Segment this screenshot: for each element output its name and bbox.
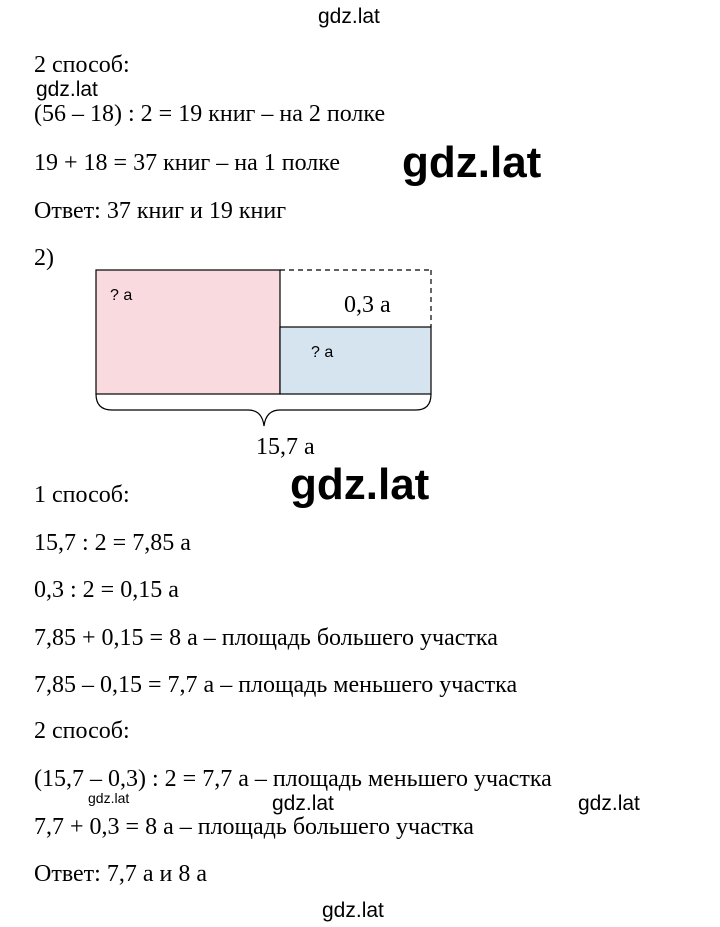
equation-line: 19 + 18 = 37 книг – на 1 полке (34, 150, 340, 176)
method-2-heading: 2 способ: (34, 52, 130, 78)
total-brace (96, 394, 431, 426)
left-plot-label: ? а (110, 287, 133, 304)
watermark-top: gdz.lat (318, 5, 380, 28)
total-label: 15,7 а (256, 434, 315, 460)
problem-number: 2) (34, 245, 54, 271)
method-2-heading: 2 способ: (34, 718, 130, 744)
equation-line: 0,3 : 2 = 0,15 а (34, 577, 179, 603)
watermark-small-left: gdz.lat (36, 78, 98, 101)
watermark-tiny: gdz.lat (88, 790, 130, 806)
equation-line: (56 – 18) : 2 = 19 книг – на 2 полке (34, 101, 386, 127)
watermark-mid: gdz.lat (272, 792, 334, 815)
method-1-heading: 1 способ: (34, 482, 130, 508)
right-plot-label: ? а (311, 344, 334, 361)
watermark-big: gdz.lat (402, 138, 542, 187)
equation-line: 15,7 : 2 = 7,85 а (34, 530, 191, 556)
watermark-mid: gdz.lat (578, 792, 640, 815)
right-plot-rect (280, 327, 431, 394)
equation-line: 7,7 + 0,3 = 8 а – площадь большего участка (34, 814, 474, 840)
watermark-bottom: gdz.lat (322, 899, 384, 922)
equation-line: 7,85 – 0,15 = 7,7 а – площадь меньшего участка (34, 672, 518, 698)
difference-label: 0,3 а (344, 292, 391, 318)
equation-line: 7,85 + 0,15 = 8 а – площадь большего участка (34, 625, 498, 651)
watermark-big: gdz.lat (290, 460, 430, 509)
answer-line: Ответ: 37 книг и 19 книг (34, 198, 287, 224)
answer-line: Ответ: 7,7 а и 8 а (34, 861, 207, 887)
equation-line: (15,7 – 0,3) : 2 = 7,7 а – площадь меньшего участка (34, 766, 552, 792)
